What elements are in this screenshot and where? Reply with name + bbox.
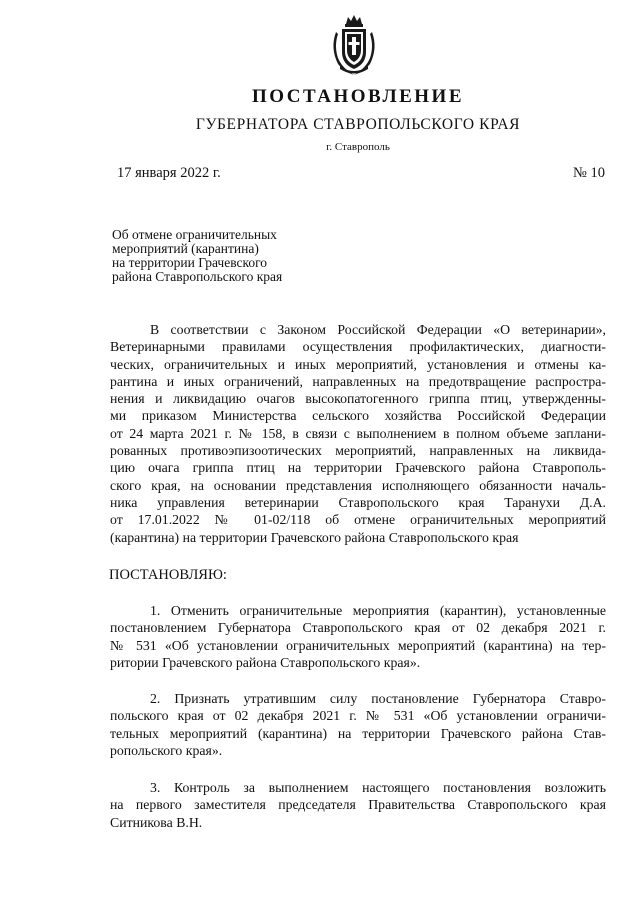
paragraph-line: Ветеринарными правилами осуществления профилактических, диагности-	[110, 339, 606, 355]
decree-word: ПОСТАНОВЛЯЮ:	[109, 567, 227, 583]
paragraph-line: ческих, ограничительных и иных мероприятий, установления и отмены ка-	[110, 356, 606, 372]
item-3-paragraph	[110, 779, 606, 831]
paragraph-line: польского края от 02 декабря 2021 г. № 531 «Об установлении ограничи-	[110, 708, 606, 724]
document-date: 17 января 2022 г.	[117, 165, 221, 181]
paragraph-line: цию очага гриппа птиц на территории Грачевского района Ставрополь-	[110, 460, 606, 476]
heading-line: Об отмене ограничительных	[112, 227, 277, 242]
paragraph-line: от 24 марта 2021 г. № 158, в связи с выполнением в полном объеме заплани-	[110, 425, 606, 441]
paragraph-line: ника управления ветеринарии Ставропольского края Таранухи Д.А.	[110, 494, 606, 510]
document-subtitle: ГУБЕРНАТОРА СТАВРОПОЛЬСКОГО КРАЯ	[195, 116, 521, 133]
paragraph-line: 1. Отменить ограничительные мероприятия (карантин), установленные	[150, 603, 606, 618]
coat-of-arms-icon	[328, 14, 380, 78]
document-title: ПОСТАНОВЛЕНИЕ	[251, 86, 465, 107]
paragraph-line: ритории Грачевского района Ставропольского края».	[110, 654, 421, 670]
document-number: № 10	[573, 165, 605, 181]
item-1-paragraph	[110, 602, 606, 671]
item-2-paragraph	[110, 690, 606, 759]
paragraph-line: от 17.01.2022 № 01-02/118 об отмене ограничительных мероприятий	[110, 512, 606, 528]
heading-line: района Ставропольского края	[112, 269, 283, 284]
paragraph-line: 2. Признать утратившим силу постановление Губернатора Ставро-	[150, 691, 606, 706]
paragraph-line: рованных противоэпизоотических мероприятий, направленных на ликвида-	[110, 443, 606, 459]
paragraph-line: рантина и иных ограничений, направленных на предотвращение распростра-	[110, 373, 606, 389]
heading-line: на территории Грачевского	[112, 255, 268, 270]
paragraph-line: ми приказом Министерства сельского хозяйства Российской Федерации	[110, 408, 606, 424]
paragraph-line: ского края, на основании представления исполняющего обязанности началь-	[110, 477, 606, 493]
paragraph-line: Ситникова В.Н.	[110, 814, 203, 830]
paragraph-line: 3. Контроль за выполнением настоящего постановления возложить	[150, 780, 606, 795]
document-city: г. Ставрополь	[326, 141, 390, 153]
heading-line: мероприятий (карантина)	[112, 241, 259, 256]
paragraph-line: (карантина) на территории Грачевского района Ставропольского края	[110, 529, 519, 545]
paragraph-line: постановлением Губернатора Ставропольского края от 02 декабря 2021 г.	[110, 620, 606, 636]
paragraph-line: на первого заместителя председателя Правительства Ставропольского края	[110, 797, 606, 813]
paragraph-line: ропольского края».	[110, 742, 223, 758]
preamble-paragraph	[110, 321, 606, 546]
document-heading	[112, 228, 372, 284]
paragraph-line: тельных мероприятий (карантина) на территории Грачевского района Став-	[110, 725, 606, 741]
paragraph-line: нения и ликвидацию очагов высокопатогенного гриппа птиц, утвержденны-	[110, 391, 606, 407]
paragraph-line: № 531 «Об установлении ограничительных мероприятий (карантина) на тер-	[110, 637, 606, 653]
paragraph-line: В соответствии с Законом Российской Федерации «О ветеринарии»,	[150, 322, 606, 337]
